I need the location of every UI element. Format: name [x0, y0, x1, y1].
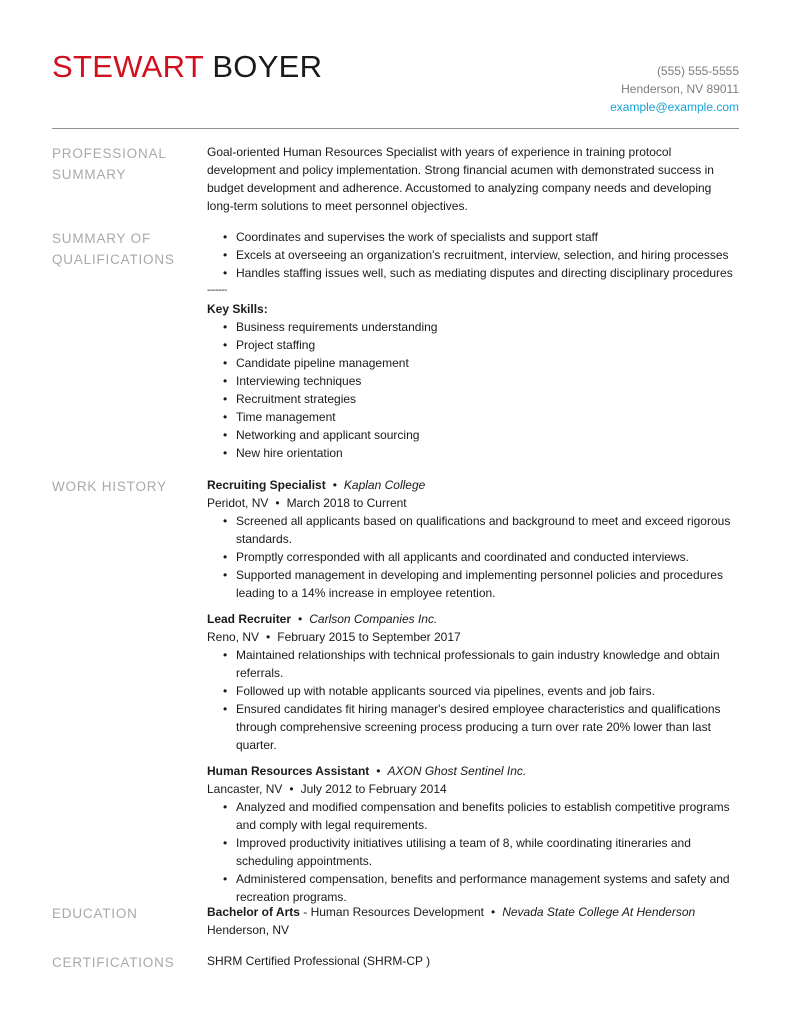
school-name: Nevada State College At Henderson: [502, 905, 696, 919]
list-item: • Coordinates and supervises the work of specialists and support staff: [236, 228, 739, 246]
separator: •: [298, 612, 303, 626]
separator: •: [376, 764, 381, 778]
job-entry: [207, 476, 739, 602]
education-body: [207, 903, 739, 939]
section-title: PROFESSIONAL SUMMARY: [52, 146, 167, 182]
address: Henderson, NV 89011: [621, 82, 739, 96]
school-location: Henderson, NV: [207, 923, 290, 937]
contact-info: [610, 62, 739, 116]
header-divider: [52, 128, 739, 129]
summary-text: Goal-oriented Human Resources Specialist with years of experience in training protocol development and policy implementation. Strong financial acumen with demonstrated success in budget development and adherence. Accustomed to analyzing company needs and developing long-term solutions to meet personnel objectives.: [207, 145, 714, 213]
job-heading: [207, 762, 739, 780]
list-item: • Ensured candidates fit hiring manager's desired employee characteristics and qualifications through comprehensive screening process producing a turn over rate 20% lower than last quarter.: [236, 700, 739, 754]
section-education: [52, 903, 739, 943]
job-company: Kaplan College: [343, 478, 426, 492]
separator: •: [289, 782, 294, 796]
job-location: Reno, NV: [207, 630, 260, 644]
certification-item: SHRM Certified Professional (SHRM-CP ): [207, 954, 431, 968]
separator: •: [332, 478, 337, 492]
section-title: EDUCATION: [52, 906, 138, 921]
last-name: BOYER: [212, 49, 323, 84]
job-location: Lancaster, NV: [207, 782, 283, 796]
job-entry: [207, 762, 739, 906]
qualifications-body: [207, 228, 739, 462]
list-item: • Networking and applicant sourcing: [236, 426, 739, 444]
list-item: • New hire orientation: [236, 444, 739, 462]
list-item: • Screened all applicants based on qualifications and background to meet and exceed rigorous standards.: [236, 512, 739, 548]
qualifications-list: [207, 228, 739, 282]
section-title: WORK HISTORY: [52, 479, 167, 494]
certifications-body: [207, 952, 739, 970]
list-item: • Followed up with notable applicants sourced via pipelines, events and job fairs.: [236, 682, 739, 700]
separator: •: [266, 630, 271, 644]
section-certifications: [52, 952, 739, 976]
job-bullets: [207, 646, 739, 754]
section-title: SUMMARY OF QUALIFICATIONS: [52, 231, 175, 267]
resume-header: [52, 50, 739, 120]
email-link[interactable]: example@example.com: [610, 100, 739, 114]
job-company: AXON Ghost Sentinel Inc.: [387, 764, 527, 778]
list-item: • Excels at overseeing an organization's recruitment, interview, selection, and hiring processes: [236, 246, 739, 264]
job-dates: July 2012 to February 2014: [300, 782, 447, 796]
job-dates: February 2015 to September 2017: [277, 630, 461, 644]
list-item: • Project staffing: [236, 336, 739, 354]
list-item: • Promptly corresponded with all applicants and coordinated and conducted interviews.: [236, 548, 739, 566]
candidate-name: [52, 50, 322, 84]
work-history-body: [207, 476, 739, 914]
degree: Bachelor of Arts: [207, 905, 300, 919]
job-bullets: [207, 512, 739, 602]
job-role: Human Resources Assistant: [207, 764, 370, 778]
job-location: Peridot, NV: [207, 496, 269, 510]
section-professional-summary: [52, 143, 739, 223]
list-item: • Recruitment strategies: [236, 390, 739, 408]
section-work-history: [52, 476, 739, 904]
section-qualifications: [52, 228, 739, 468]
job-bullets: [207, 798, 739, 906]
list-item: • Maintained relationships with technical professionals to gain industry knowledge and obtain referrals.: [236, 646, 739, 682]
field-of-study: - Human Resources Development: [299, 905, 484, 919]
dash-divider: -------: [207, 285, 227, 296]
separator: •: [275, 496, 280, 510]
list-item: • Candidate pipeline management: [236, 354, 739, 372]
job-role: Lead Recruiter: [207, 612, 292, 626]
list-item: • Improved productivity initiatives utilising a team of 8, while coordinating itineraries and scheduling appointments.: [236, 834, 739, 870]
job-heading: [207, 610, 739, 628]
list-item: • Time management: [236, 408, 739, 426]
first-name: STEWART: [52, 49, 204, 84]
phone: (555) 555-5555: [656, 64, 739, 78]
job-meta: [207, 494, 739, 512]
separator: •: [490, 905, 496, 919]
job-dates: March 2018 to Current: [286, 496, 407, 510]
job-entry: [207, 610, 739, 754]
list-item: • Analyzed and modified compensation and benefits policies to establish competitive programs and comply with legal requirements.: [236, 798, 739, 834]
job-company: Carlson Companies Inc.: [309, 612, 438, 626]
key-skills-label: Key Skills:: [207, 302, 268, 316]
list-item: • Supported management in developing and implementing personnel policies and procedures leading to a 14% increase in employee retention.: [236, 566, 739, 602]
job-role: Recruiting Specialist: [207, 478, 326, 492]
job-meta: [207, 780, 739, 798]
list-item: • Interviewing techniques: [236, 372, 739, 390]
section-title: CERTIFICATIONS: [52, 955, 175, 970]
list-item: • Business requirements understanding: [236, 318, 739, 336]
skills-list: [207, 318, 739, 462]
job-meta: [207, 628, 739, 646]
education-heading: [207, 903, 739, 921]
list-item: • Administered compensation, benefits and performance management systems and safety and recreation programs.: [236, 870, 739, 906]
list-item: • Handles staffing issues well, such as mediating disputes and directing disciplinary procedures: [236, 264, 739, 282]
job-heading: [207, 476, 739, 494]
